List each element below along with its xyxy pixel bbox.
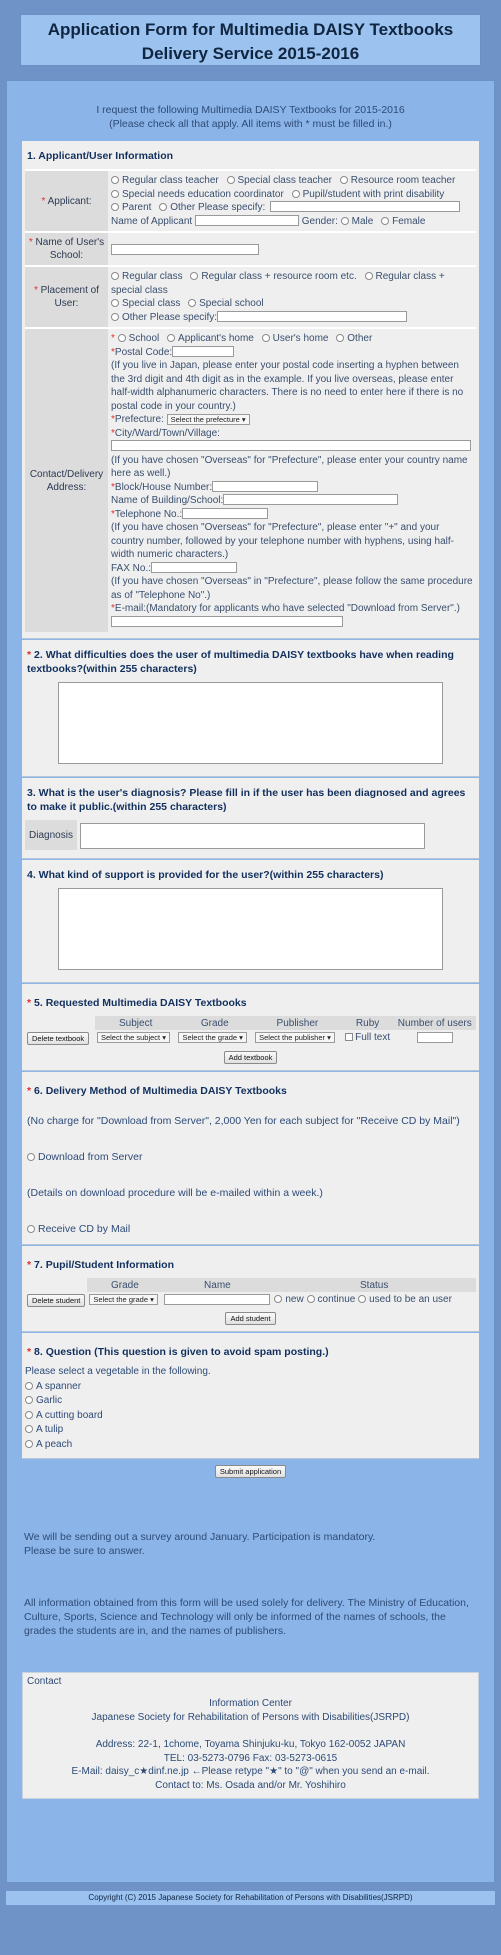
question-option[interactable]: A tulip <box>25 1423 476 1438</box>
radio-icon[interactable] <box>111 272 119 280</box>
col-student-status: Status <box>272 1278 476 1292</box>
contact-row: Contact/Delivery Address: * School Applicant's home User's home Other *Postal Code: (If you live in Japan, please enter your postal code inserting a hyphen between the 3rd digit and 4th digit as in the example. If you live overseas, please enter half-width alphanumeric characters. There is no need to enter here if there is no postal code in your country.) *Prefecture: Select the prefecture ▾ *City/Ward/Town/Village: (If you have chosen "Overseas" for "Prefecture", please enter your country name here as well.) *Block/House Number: Name of Building/School: *Telephone No.: (If you have chosen "Overseas" for "Prefecture", please enter "+" and your country number, followed by your telephone number with hyphens, using half-width numeric characters.) FAX No.: (If you have chosen "Overseas" in "Prefecture", please follow the same procedure as of "Telephone No".) *E-mail:(Mandatory for applicants who have selected "Download from Server".) <box>25 327 476 632</box>
delete-student-button[interactable]: Delete student <box>27 1294 85 1307</box>
radio-icon[interactable] <box>188 299 196 307</box>
add-student-button[interactable]: Add student <box>225 1312 275 1325</box>
radio-icon[interactable] <box>340 176 348 184</box>
contact-org2: Japanese Society for Rehabilitation of Persons with Disabilities(JSRPD) <box>91 1711 410 1723</box>
submit-application-button[interactable]: Submit application <box>215 1465 286 1478</box>
grade-select[interactable]: Select the grade ▾ <box>178 1032 246 1043</box>
placement-option[interactable]: Other Please specify: <box>111 312 217 323</box>
chevron-down-icon: ▾ <box>239 1033 243 1042</box>
radio-icon[interactable] <box>111 203 119 211</box>
textbook-header-row <box>25 1016 476 1030</box>
applicant-other-input[interactable] <box>270 201 460 212</box>
col-student-grade: Grade <box>87 1278 162 1292</box>
tel-note: (If you have chosen "Overseas" for "Prefecture", please enter "+" and your country number, followed by your telephone number with hyphens, using half-width numeric characters.) <box>111 522 454 560</box>
chevron-down-icon: ▾ <box>241 415 246 424</box>
placement-option[interactable]: Special class <box>111 298 180 309</box>
building-label: Name of Building/School: <box>111 495 224 506</box>
col-publisher: Publisher <box>253 1016 342 1030</box>
radio-icon[interactable] <box>25 1382 33 1390</box>
radio-icon[interactable] <box>118 334 126 342</box>
support-textarea[interactable] <box>58 888 443 970</box>
placement-label: Placement of User: <box>40 285 100 309</box>
contact-box <box>22 1672 479 1799</box>
delivery-option-download[interactable]: Download from Server <box>27 1150 474 1164</box>
radio-icon[interactable] <box>341 217 349 225</box>
radio-icon[interactable] <box>25 1425 33 1433</box>
contact-tel: TEL: 03-5273-0796 Fax: 03-5273-0615 <box>163 1752 338 1764</box>
radio-icon[interactable] <box>365 272 373 280</box>
radio-icon[interactable] <box>262 334 270 342</box>
privacy-notice: All information obtained from this form will be used solely for delivery. The Ministry of Education, Culture, Sports, Science and Technology will only be informed of the names of schools, the grades the students are in, and the names of publishers. <box>24 1597 469 1637</box>
placement-row: * Placement of User: Regular class Regular class + resource room etc. Regular class + special class Special class Special school Other Please specify: <box>25 265 476 327</box>
radio-icon[interactable] <box>27 1153 35 1161</box>
prefecture-label: Prefecture: <box>114 414 164 425</box>
applicant-label: Applicant: <box>47 195 92 207</box>
section-7-title: 7. Pupil/Student Information <box>34 1259 175 1271</box>
section-diagnosis <box>22 778 479 859</box>
radio-icon[interactable] <box>25 1411 33 1419</box>
building-input[interactable] <box>223 494 398 505</box>
radio-icon[interactable] <box>167 334 175 342</box>
section-2-title: 2. What difficulties does the user of multimedia DAISY textbooks have when reading textbooks?(within 255 characters) <box>27 649 454 675</box>
gender-option[interactable]: Female <box>381 216 425 227</box>
school-input[interactable] <box>111 244 259 255</box>
radio-icon[interactable] <box>227 176 235 184</box>
col-users: Number of users <box>394 1016 476 1030</box>
radio-icon[interactable] <box>190 272 198 280</box>
applicant-option[interactable]: Other Please specify: <box>159 202 265 213</box>
question-option[interactable]: A spanner <box>25 1380 476 1395</box>
ruby-label: Full text <box>355 1032 391 1043</box>
contact-persons: Contact to: Ms. Osada and/or Mr. Yoshihiro <box>155 1779 346 1791</box>
applicant-name-label: Name of Applicant <box>111 215 193 227</box>
tel-input[interactable] <box>182 508 268 519</box>
intro-line1: I request the following Multimedia DAISY Textbooks for 2015-2016 <box>96 104 405 116</box>
diagnosis-input[interactable] <box>80 823 425 849</box>
question-option[interactable]: A cutting board <box>25 1409 476 1424</box>
student-header-row <box>25 1278 476 1292</box>
section-students: * 7. Pupil/Student Information Grade Name Status Delete student Select the grade ▾ new continue used to be an user Add student <box>22 1246 479 1332</box>
block-input[interactable] <box>212 481 318 492</box>
section-3-title: 3. What is the user's diagnosis? Please fill in if the user has been diagnosed and agrees to make it public.(within 255 characters) <box>27 787 466 813</box>
section-5-title: 5. Requested Multimedia DAISY Textbooks <box>34 997 247 1009</box>
radio-icon[interactable] <box>292 190 300 198</box>
applicant-row: * Applicant: Regular class teacher Special class teacher Resource room teacher Special needs education coordinator Pupil/student with print disability Parent Other Please specify: Name of Applicant Gender: Male Female <box>25 169 476 231</box>
radio-icon[interactable] <box>25 1440 33 1448</box>
question-option[interactable]: A peach <box>25 1438 476 1453</box>
applicant-name-input[interactable] <box>195 215 299 226</box>
tel-label: Telephone No.: <box>114 508 183 520</box>
intro <box>22 103 479 131</box>
difficulties-textarea[interactable] <box>58 682 443 764</box>
radio-icon[interactable] <box>358 1295 366 1303</box>
radio-icon[interactable] <box>111 190 119 198</box>
prefecture-select[interactable]: Select the prefecture ▾ <box>167 414 250 425</box>
block-label: Block/House Number: <box>114 481 213 493</box>
student-table <box>25 1278 476 1309</box>
city-label: City/Ward/Town/Village: <box>114 427 220 439</box>
applicant-option[interactable]: Regular class teacher <box>111 175 219 186</box>
radio-icon[interactable] <box>274 1295 282 1303</box>
section-1-title: 1. Applicant/User Information <box>27 150 174 162</box>
status-option[interactable]: used to be an user <box>358 1294 452 1305</box>
contact-heading: Contact <box>27 1676 62 1687</box>
placement-option[interactable]: Regular class + special class <box>111 271 445 296</box>
student-grade-select[interactable]: Select the grade ▾ <box>89 1294 157 1305</box>
contact-address: Address: 22-1, 1chome, Toyama Shinjuku-ku, Tokyo 162-0052 JAPAN <box>95 1739 406 1750</box>
postal-input[interactable] <box>172 346 234 357</box>
section-delivery: * 6. Delivery Method of Multimedia DAISY Textbooks (No charge for "Download from Server", 2,000 Yen for each subject for "Receive CD by Mail") Download from Server (Details on download procedure will be e-mailed within a week.) Receive CD by Mail <box>22 1072 479 1245</box>
section-difficulties: * 2. What difficulties does the user of multimedia DAISY textbooks have when reading textbooks?(within 255 characters) <box>22 640 479 777</box>
placement-other-input[interactable] <box>217 311 407 322</box>
charge-note: (No charge for "Download from Server", 2,000 Yen for each subject for "Receive CD by Mail") <box>27 1115 460 1127</box>
section-support <box>22 860 479 983</box>
city-input[interactable] <box>111 440 471 451</box>
survey-notice: We will be sending out a survey around January. Participation is mandatory. Please be sure to answer. <box>24 1531 376 1557</box>
col-student-name: Name <box>162 1278 272 1292</box>
placement-option[interactable]: Regular class + resource room etc. <box>190 271 356 282</box>
textbook-table <box>25 1016 476 1047</box>
intro-line2: (Please check all that apply. All items with * must be filled in.) <box>109 118 392 130</box>
radio-icon[interactable] <box>27 1225 35 1233</box>
address-option[interactable]: Applicant's home <box>167 333 254 344</box>
delivery-option-cd[interactable]: Receive CD by Mail <box>27 1222 474 1236</box>
users-input[interactable] <box>417 1032 453 1043</box>
footer-copyright: Copyright (C) 2015 Japanese Society for Rehabilitation of Persons with Disabilities(JSRPD) <box>6 1891 495 1905</box>
section-textbooks: * 5. Requested Multimedia DAISY Textbooks Subject Grade Publisher Ruby Number of users Delete textbook Select the subject ▾ Select the grade ▾ Select the publisher ▾ Full text Add textbook <box>22 984 479 1071</box>
postal-label: Postal Code: <box>114 346 173 358</box>
chevron-down-icon: ▾ <box>327 1033 331 1042</box>
publisher-select[interactable]: Select the publisher ▾ <box>255 1032 335 1043</box>
radio-icon[interactable] <box>111 313 119 321</box>
email-input[interactable] <box>111 616 343 627</box>
student-name-input[interactable] <box>164 1294 270 1305</box>
chevron-down-icon: ▾ <box>162 1033 166 1042</box>
radio-icon[interactable] <box>25 1396 33 1404</box>
postal-note: (If you live in Japan, please enter your postal code inserting a hyphen between the 3rd digit and 4th digit as in the example. If you live overseas, please enter half-width alphanumeric characters. There is no need to enter here if there is no postal code in your country.) <box>111 360 464 412</box>
gender-label: Gender: <box>301 215 338 227</box>
fax-note: (If you have chosen "Overseas" in "Prefecture", please follow the same procedure as of "Telephone No".) <box>111 576 473 601</box>
section-question: * 8. Question (This question is given to avoid spam posting.) Please select a vegetable in the following. A spanner Garlic A cutting board A tulip A peach <box>22 1333 479 1459</box>
radio-icon[interactable] <box>381 217 389 225</box>
section-applicant <box>22 141 479 639</box>
form-container <box>6 80 495 1883</box>
email-label: E-mail:(Mandatory for applicants who have selected "Download from Server".) <box>114 603 460 614</box>
section-4-title: 4. What kind of support is provided for the user?(within 255 characters) <box>27 869 384 881</box>
school-row: * Name of User's School: <box>25 231 476 265</box>
applicant-option[interactable]: Resource room teacher <box>340 175 456 186</box>
school-label: Name of User's School: <box>35 237 105 261</box>
delete-textbook-button[interactable]: Delete textbook <box>27 1032 89 1045</box>
status-option[interactable]: continue <box>307 1294 356 1305</box>
col-grade: Grade <box>176 1016 253 1030</box>
address-option[interactable]: School <box>118 333 160 344</box>
question-option[interactable]: Garlic <box>25 1394 476 1409</box>
radio-icon[interactable] <box>307 1295 315 1303</box>
placement-option[interactable]: Special school <box>188 298 263 309</box>
subject-select[interactable]: Select the subject ▾ <box>97 1032 170 1043</box>
gender-option[interactable]: Male <box>341 216 374 227</box>
section-8-title: 8. Question (This question is given to avoid spam posting.) <box>34 1346 329 1358</box>
status-option[interactable]: new <box>274 1294 303 1305</box>
applicant-option[interactable]: Parent <box>111 202 151 213</box>
page-title-line2: Delivery Service 2015-2016 <box>141 44 360 63</box>
fax-input[interactable] <box>151 562 237 573</box>
fax-label: FAX No.: <box>111 562 152 574</box>
radio-icon[interactable] <box>111 299 119 307</box>
add-textbook-button[interactable]: Add textbook <box>224 1051 278 1064</box>
ruby-checkbox[interactable] <box>345 1033 353 1041</box>
diagnosis-label: Diagnosis <box>29 829 73 841</box>
applicant-option[interactable]: Pupil/student with print disability <box>292 189 445 200</box>
radio-icon[interactable] <box>111 176 119 184</box>
address-option[interactable]: User's home <box>262 333 329 344</box>
city-note: (If you have chosen "Overseas" for "Prefecture", please enter your country name here as well.) <box>111 454 468 479</box>
contact-email: E-Mail: daisy_c★dinf.ne.jp ←Please retype "★" to "@" when you send an e-mail. <box>71 1766 430 1777</box>
applicant-option[interactable]: Special needs education coordinator <box>111 189 284 200</box>
page-title-line1: Application Form for Multimedia DAISY Textbooks <box>47 20 454 39</box>
radio-icon[interactable] <box>159 203 167 211</box>
contact-label: Contact/Delivery Address: <box>29 468 104 493</box>
download-note: (Details on download procedure will be e-mailed within a week.) <box>27 1187 323 1199</box>
chevron-down-icon: ▾ <box>150 1295 154 1304</box>
table-row <box>25 1030 476 1047</box>
table-row <box>25 1292 476 1309</box>
radio-icon[interactable] <box>336 334 344 342</box>
placement-option[interactable]: Regular class <box>111 271 183 282</box>
question-prompt: Please select a vegetable in the following. <box>25 1366 211 1377</box>
section-6-title: 6. Delivery Method of Multimedia DAISY Textbooks <box>34 1085 287 1097</box>
col-ruby: Ruby <box>342 1016 394 1030</box>
col-subject: Subject <box>95 1016 177 1030</box>
page-header <box>20 14 481 66</box>
applicant-option[interactable]: Special class teacher <box>227 175 333 186</box>
address-option[interactable]: Other <box>336 333 372 344</box>
contact-org1: Information Center <box>209 1698 292 1709</box>
